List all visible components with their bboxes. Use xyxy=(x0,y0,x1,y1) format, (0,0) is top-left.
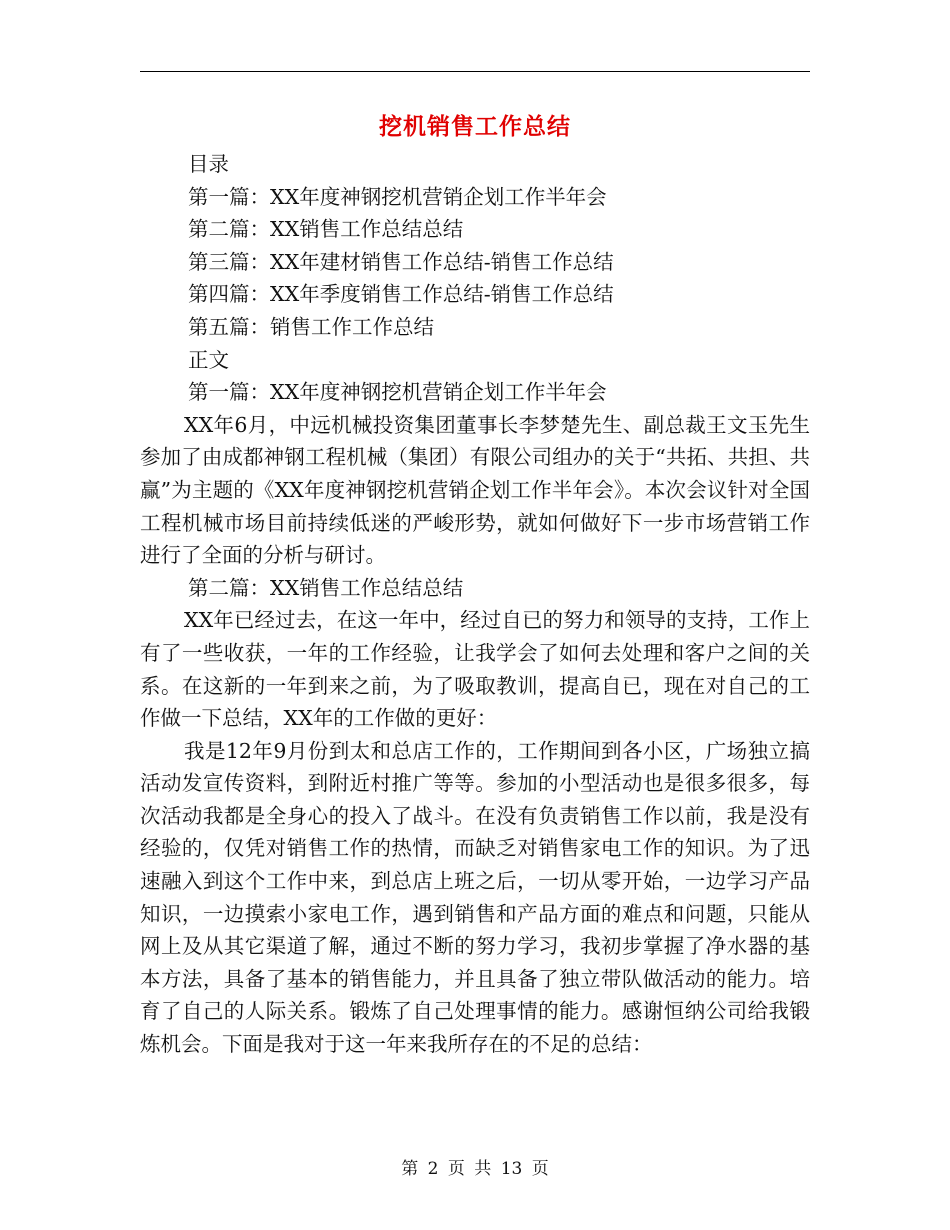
header-rule xyxy=(140,71,810,72)
section-heading: 第二篇：XX销售工作总结总结 xyxy=(188,575,464,600)
paragraph: XX年已经过去，在这一年中，经过自已的努力和领导的支持，工作上有了一些收获，一年的工作经验，让我学会了如何去处理和客户之间的关系。在这新的一年到来之前，为了吸取教训，提高自已，现在对自己的工作做一下总结，XX年的工作做的更好： xyxy=(140,608,810,731)
page-footer: 第 2 页 共 13 页 xyxy=(401,1159,549,1179)
toc-item: 第一篇：XX年度神钢挖机营销企划工作半年会 xyxy=(188,184,607,209)
toc-item: 第四篇：XX年季度销售工作总结-销售工作总结 xyxy=(188,282,614,307)
paragraph: 我是12年9月份到太和总店工作的，工作期间到各小区，广场独立搞活动发宣传资料，到附近村推广等等。参加的小型活动也是很多很多，每次活动我都是全身心的投入了战斗。在没有负责销售工作以前，我是没有经验的，仅凭对销售工作的热情，而缺乏对销售家电工作的知识。为了迅速融入到这个工作中来，到总店上班之后，一切从零开始，一边学习产品知识，一边摸索小家电工作，遇到销售和产品方面的难点和问题，只能从网上及从其它渠道了解，通过不断的努力学习，我初步掌握了净水器的基本方法，具备了基本的销售能力，并且具备了独立带队做活动的能力。培育了自己的人际关系。锻炼了自己处理事情的能力。感谢恒纳公司给我锻炼机会。下面是我对于这一年来我所存在的不足的总结： xyxy=(140,738,810,1057)
paragraph: XX年6月，中远机械投资集团董事长李梦楚先生、副总裁王文玉先生参加了由成都神钢工程机械（集团）有限公司组办的关于“共拓、共担、共赢”为主题的《XX年度神钢挖机营销企划工作半年会》。本次会议针对全国工程机械市场目前持续低迷的严峻形势，就如何做好下一步市场营销工作进行了全面的分析与研讨。 xyxy=(140,412,810,568)
toc-item: 第三篇：XX年建材销售工作总结-销售工作总结 xyxy=(188,249,614,274)
toc-item: 第二篇：XX销售工作总结总结 xyxy=(188,217,464,242)
body-heading: 正文 xyxy=(188,347,229,372)
section-heading: 第一篇：XX年度神钢挖机营销企划工作半年会 xyxy=(188,380,607,405)
toc-item: 第五篇：销售工作工作总结 xyxy=(188,314,434,339)
toc-heading: 目录 xyxy=(188,152,229,176)
document-title: 挖机销售工作总结 xyxy=(379,113,571,140)
document-body xyxy=(140,148,810,1061)
